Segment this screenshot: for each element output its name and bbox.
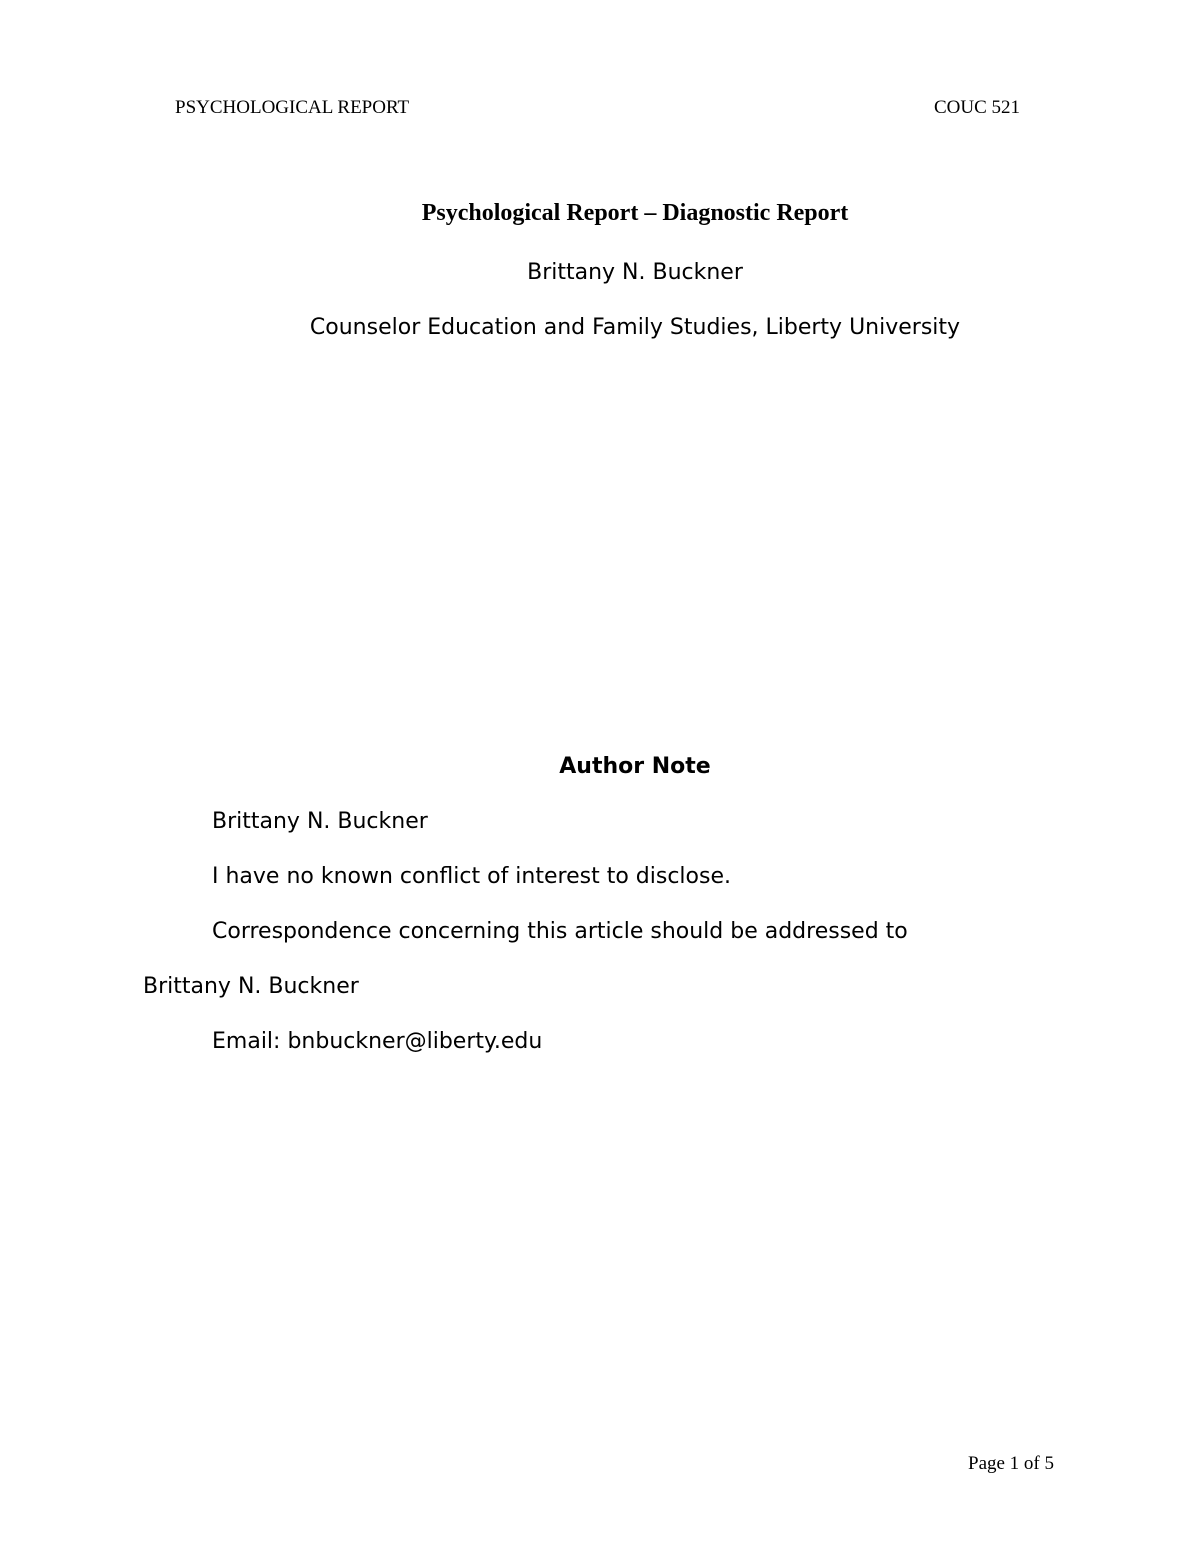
correspondence-name: Brittany N. Buckner	[143, 974, 359, 999]
running-head: PSYCHOLOGICAL REPORT	[175, 97, 410, 118]
correspondence-statement: Correspondence concerning this article should be addressed to	[212, 919, 908, 944]
author-affiliation: Counselor Education and Family Studies, Liberty University	[309, 315, 961, 340]
page-title: Psychological Report – Diagnostic Report	[421, 200, 849, 226]
author-name: Brittany N. Buckner	[527, 260, 743, 285]
conflict-of-interest-statement: I have no known conflict of interest to disclose.	[212, 864, 731, 889]
page-number: Page 1 of 5	[968, 1453, 1055, 1474]
author-note-name: Brittany N. Buckner	[212, 809, 428, 834]
author-note-heading: Author Note	[559, 754, 711, 779]
contact-email: Email: bnbuckner@liberty.edu	[212, 1029, 543, 1054]
course-code: COUC 521	[934, 97, 1021, 118]
